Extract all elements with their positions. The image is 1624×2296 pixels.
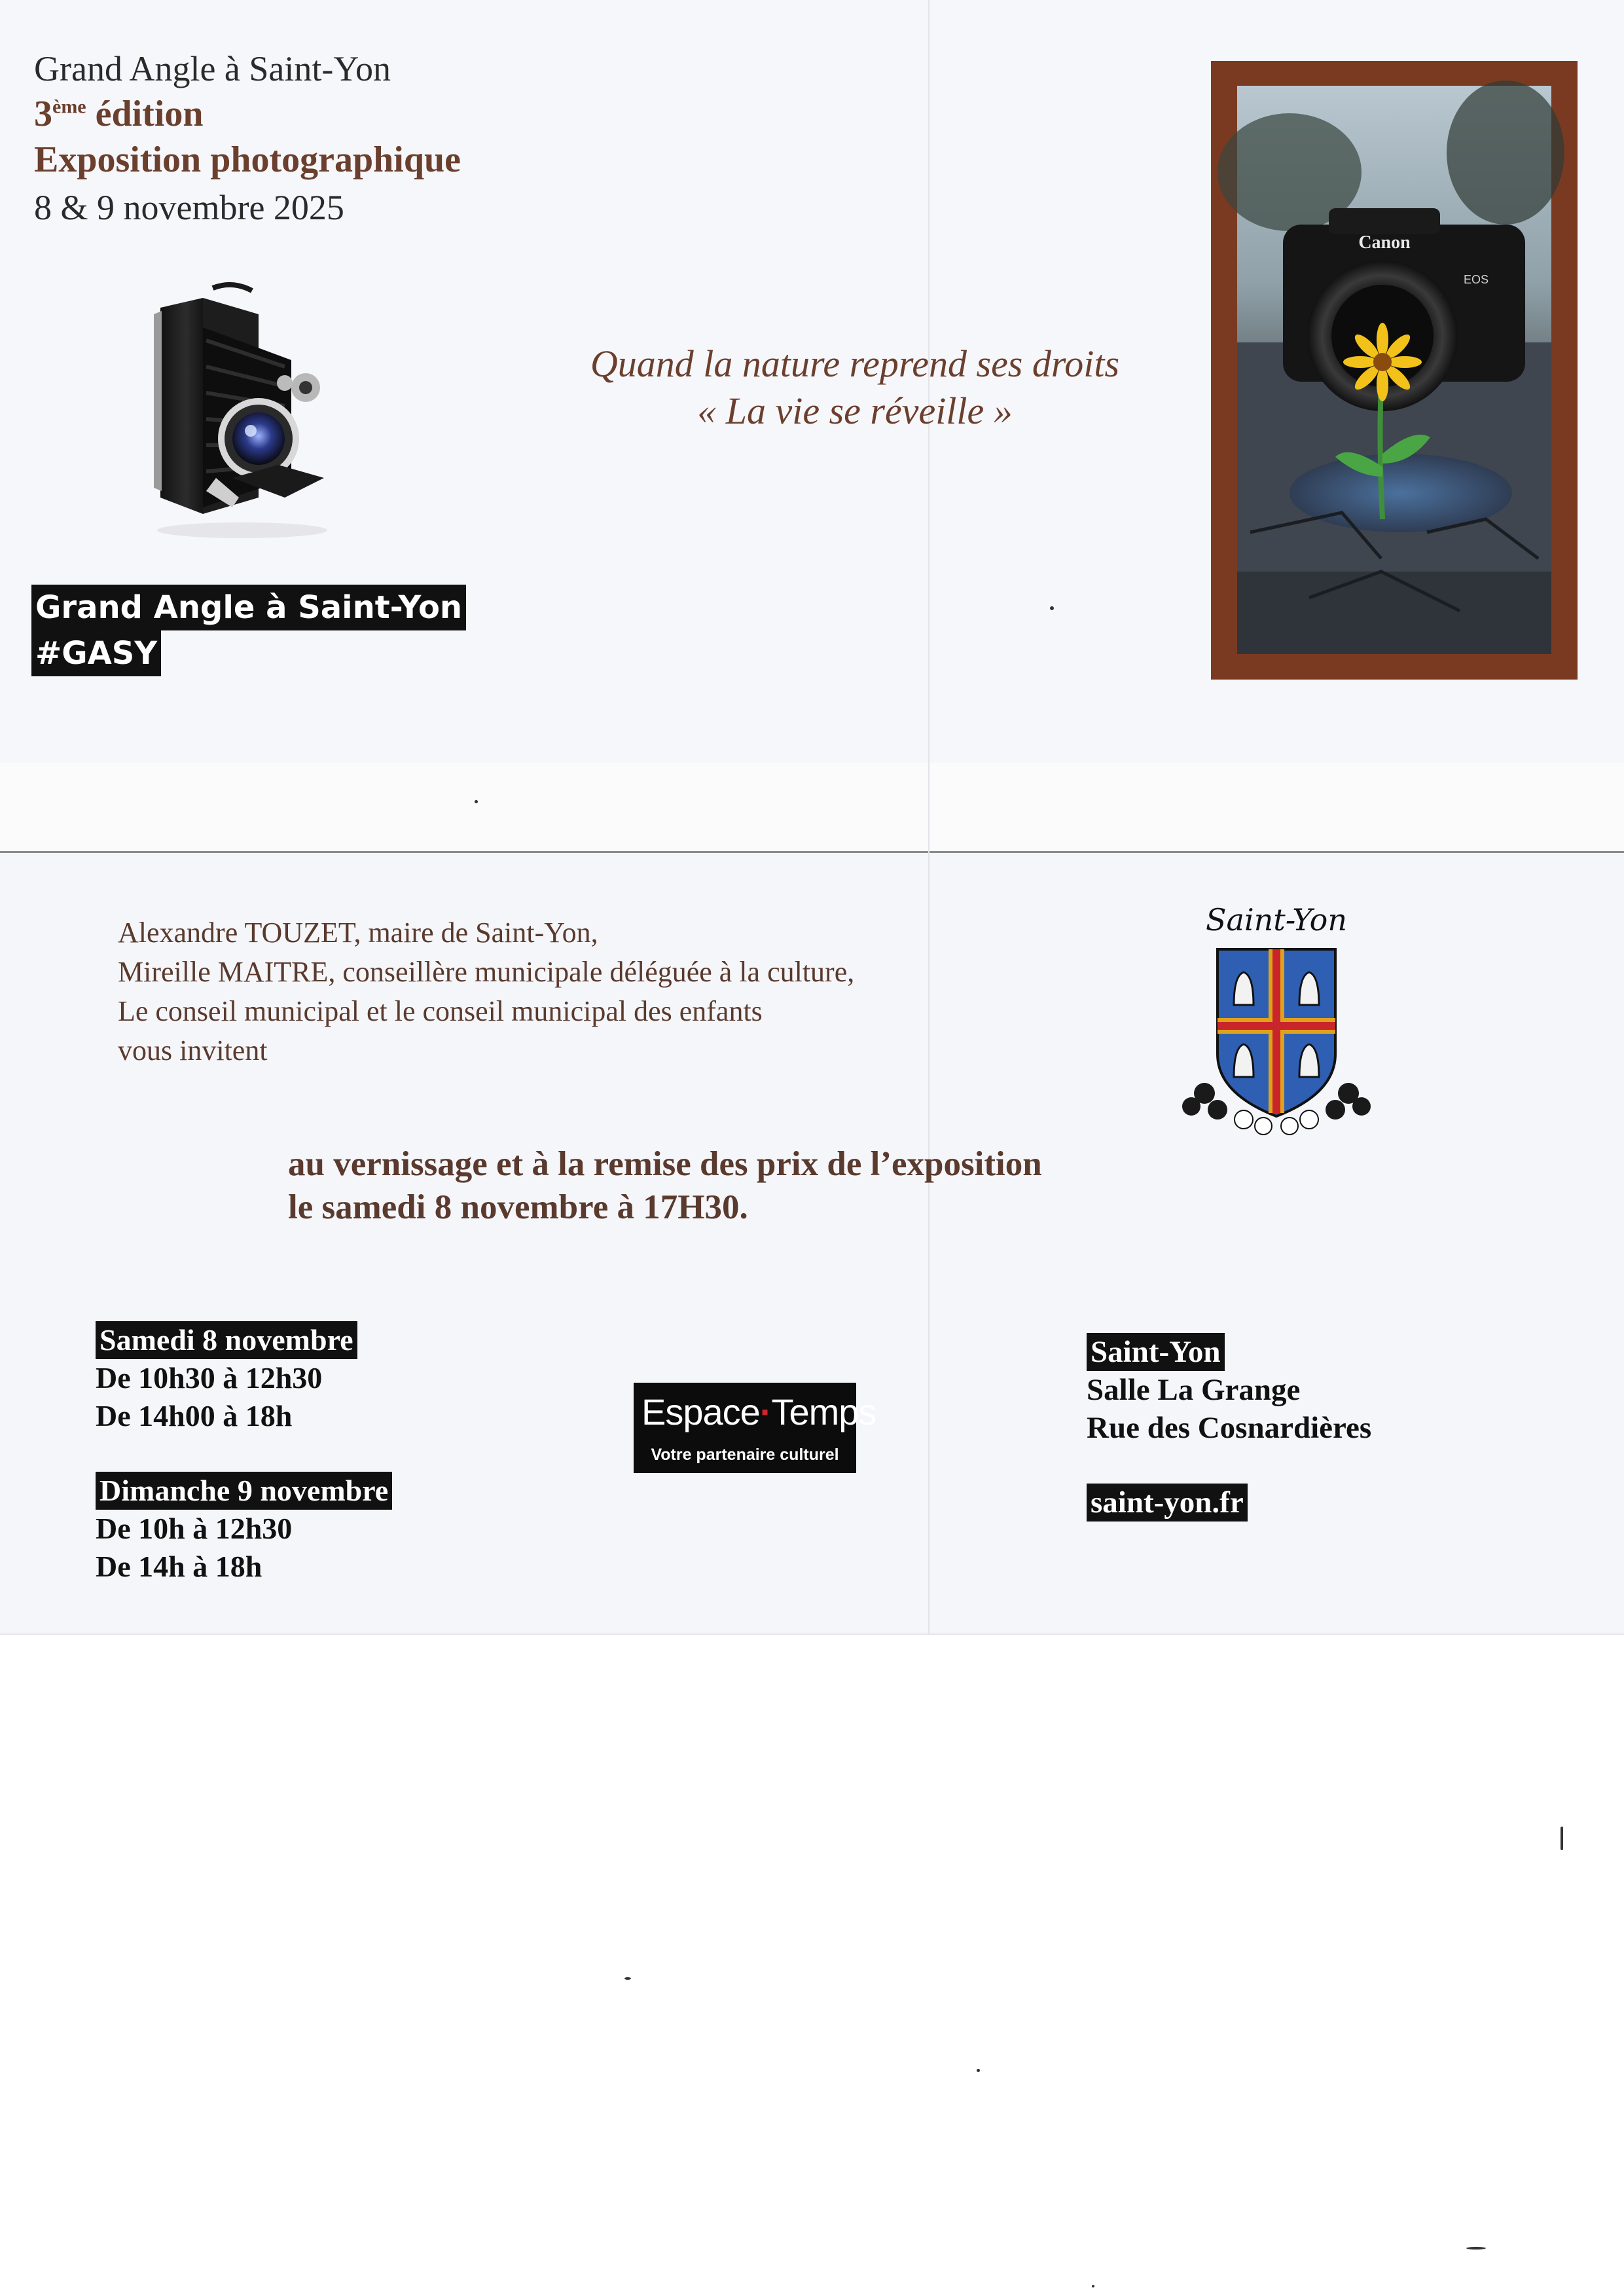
venue-hall: Salle La Grange bbox=[1087, 1373, 1301, 1407]
camera-brand-label: Canon bbox=[1358, 232, 1411, 253]
exhibition-title: Exposition photographique bbox=[34, 139, 461, 180]
theme-quote-line1: Quand la nature reprend ses droits bbox=[590, 342, 1120, 385]
website-url[interactable]: saint-yon.fr bbox=[1087, 1484, 1248, 1522]
schedule-day2-slot2: De 14h à 18h bbox=[96, 1550, 262, 1583]
gasy-badge-title: Grand Angle à Saint-Yon bbox=[31, 585, 466, 630]
invitation-line4: vous invitent bbox=[118, 1034, 268, 1066]
scan-speck bbox=[1561, 1827, 1563, 1850]
schedule-day1 bbox=[96, 1321, 357, 1435]
theme-quote-line2: « La vie se réveille » bbox=[697, 390, 1013, 432]
edition-line bbox=[34, 93, 204, 135]
vertical-fold-line bbox=[928, 0, 929, 1633]
invitation-text bbox=[118, 913, 854, 1070]
vernissage-announcement bbox=[288, 1142, 1042, 1229]
schedule-day1-slot1: De 10h30 à 12h30 bbox=[96, 1361, 323, 1394]
fold-strip bbox=[0, 763, 1624, 851]
exhibition-dates: 8 & 9 novembre 2025 bbox=[34, 188, 344, 227]
venue-town: Saint-Yon bbox=[1087, 1333, 1225, 1371]
scan-speck bbox=[977, 2069, 980, 2072]
espace-temps-logo bbox=[634, 1383, 876, 1473]
flyer-blank-panel bbox=[0, 1633, 1624, 2296]
invitation-line2: Mireille MAITRE, conseillère municipale déléguée à la culture, bbox=[118, 956, 855, 988]
invitation-line1: Alexandre TOUZET, maire de Saint-Yon, bbox=[118, 917, 598, 949]
scan-speck bbox=[624, 1977, 631, 1980]
scan-speck bbox=[1050, 606, 1054, 610]
edition-number: 3 bbox=[34, 94, 52, 134]
vintage-camera-image bbox=[134, 282, 344, 543]
espace-temps-tagline: Votre partenaire culturel bbox=[651, 1446, 839, 1464]
vernissage-line2: le samedi 8 novembre à 17H30. bbox=[288, 1188, 748, 1226]
camera-model-label: EOS bbox=[1463, 273, 1489, 286]
scan-speck bbox=[1466, 2247, 1486, 2250]
theme-quote bbox=[554, 340, 1156, 435]
scan-speck bbox=[1092, 2285, 1094, 2287]
venue-block bbox=[1087, 1333, 1371, 1447]
edition-word: édition bbox=[86, 94, 204, 134]
vernissage-line1: au vernissage et à la remise des prix de l’exposition bbox=[288, 1145, 1042, 1183]
schedule-day2-slot1: De 10h à 12h30 bbox=[96, 1512, 293, 1545]
horizontal-fold-line bbox=[0, 1633, 1624, 1635]
website-link[interactable] bbox=[1087, 1484, 1248, 1522]
schedule-day2 bbox=[96, 1472, 392, 1586]
scan-speck bbox=[475, 800, 478, 803]
edition-superscript: ème bbox=[52, 96, 86, 118]
camera-flower-photo bbox=[1211, 61, 1578, 680]
espace-temps-name: Espace·Temps bbox=[641, 1391, 876, 1432]
schedule-day2-label: Dimanche 9 novembre bbox=[96, 1472, 392, 1510]
header-title-line: Grand Angle à Saint-Yon bbox=[34, 49, 391, 88]
coat-of-arms bbox=[1198, 902, 1355, 938]
schedule-day1-slot2: De 14h00 à 18h bbox=[96, 1399, 293, 1432]
venue-street: Rue des Cosnardières bbox=[1087, 1411, 1372, 1445]
schedule-day1-label: Samedi 8 novembre bbox=[96, 1321, 357, 1359]
coat-of-arms-title: Saint-Yon bbox=[1206, 902, 1347, 938]
coat-of-arms-shield bbox=[1178, 943, 1375, 1136]
gasy-badge bbox=[31, 585, 466, 676]
invitation-line3: Le conseil municipal et le conseil municipal des enfants bbox=[118, 995, 763, 1027]
gasy-badge-hashtag: #GASY bbox=[31, 630, 161, 676]
